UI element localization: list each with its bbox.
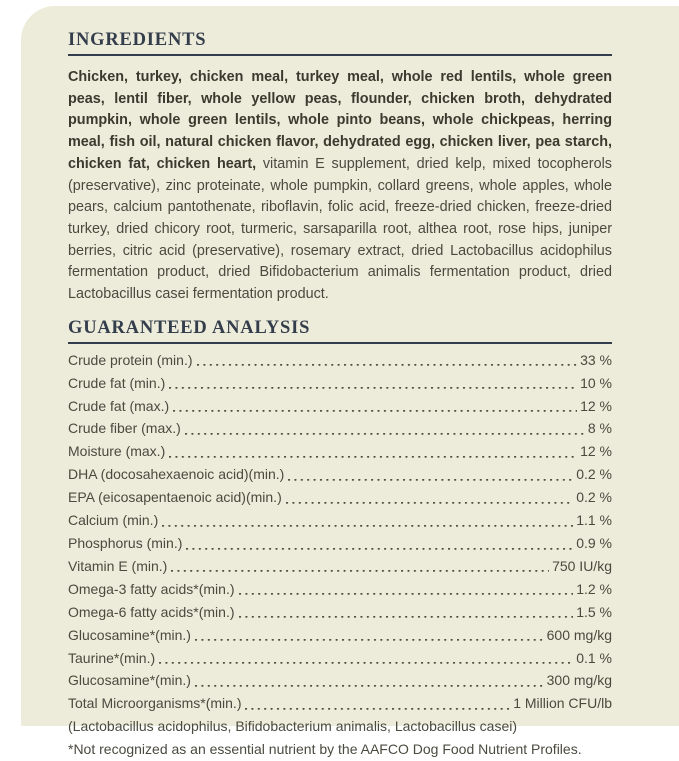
analysis-row-label: Vitamin E (min.) [68,557,168,574]
analysis-row-label: Omega-6 fatty acids*(min.) [68,603,235,620]
analysis-row-label: Crude fat (max.) [68,397,170,414]
analysis-row-value: 8 % [587,420,612,437]
analysis-row-label: Glucosamine*(min.) [68,626,191,643]
analysis-row [68,509,612,532]
analysis-row-value: 10 % [580,374,612,391]
ingredients-primary-list: Chicken, turkey, chicken meal, turkey meal, whole red lentils, whole green peas, lentil fiber, whole yellow peas, flounder, chicken broth, dehydrated pumpkin, whole green lentils, whole pinto beans, whole chickpeas, herring meal, fish oil, natural chicken flavor, dehydrated egg, chicken liver, pea starch, chicken fat, chicken heart, [68,69,612,172]
analysis-row [68,601,612,624]
analysis-row-value: 12 % [580,397,612,414]
analysis-row-value: 1.1 % [576,512,612,529]
ingredients-heading-rule [68,54,612,56]
dot-leader [195,634,544,642]
ingredients-text [68,67,612,306]
microorganisms-note: (Lactobacillus acidophilus, Bifidobacterium animalis, Lactobacillus casei) [68,718,517,735]
analysis-row [68,395,612,418]
analysis-row [68,555,612,578]
analysis-row-label: EPA (eicosapentaenoic acid)(min.) [68,489,282,506]
analysis-row-value: 1.2 % [576,580,612,597]
analysis-table [68,349,612,716]
analysis-row-value: 1.5 % [576,603,612,620]
aafco-footnote: *Not recognized as an essential nutrient by the AAFCO Dog Food Nutrient Profiles. [68,741,582,758]
analysis-row-value: 0.9 % [576,534,612,551]
dot-leader [169,450,577,458]
analysis-row [68,440,612,463]
analysis-row-label: Crude fat (min.) [68,374,166,391]
dot-leader [239,611,574,619]
analysis-row-label: Crude protein (min.) [68,351,193,368]
analysis-row [68,692,612,715]
ingredients-secondary-list: vitamin E supplement, dried kelp, mixed tocopherols (preservative), zinc proteinate, whole pumpkin, collard greens, whole apples, whole pears, calcium pantothenate, riboflavin, folic acid, freeze-dried chicken, freeze-dried turkey, dried chicory root, turmeric, sarsaparilla root, althea root, rose hips, juniper berries, citric acid (preservative), rosemary extract, dried Lactobacillus acidophilus fermentation product, dried Bifidobacterium animalis fermentation product, dried Lactobacillus casei fermentation product. [68,155,612,303]
dot-leader [239,588,574,596]
dot-leader [245,702,510,710]
analysis-row-value: 12 % [580,443,612,460]
analysis-row [68,647,612,670]
dot-leader [197,359,578,367]
dot-leader [169,382,577,390]
ingredients-heading: INGREDIENTS [68,30,207,50]
analysis-row [68,532,612,555]
dot-leader [286,496,573,504]
dot-leader [159,656,573,664]
analysis-row [68,486,612,509]
analysis-row-value: 1 Million CFU/lb [513,695,612,712]
analysis-row [68,463,612,486]
dot-leader [186,542,573,550]
analysis-row [68,669,612,692]
label-card [21,6,679,758]
dot-leader [288,473,573,481]
label-content [68,30,612,761]
analysis-row-value: 600 mg/kg [546,626,612,643]
analysis-row-label: Crude fiber (max.) [68,420,181,437]
dot-leader [195,679,544,687]
dot-leader [162,519,573,527]
guaranteed-analysis-section [68,318,612,761]
analysis-row-label: Taurine*(min.) [68,649,156,666]
analysis-row-value: 33 % [580,351,612,368]
ingredients-section [68,30,612,306]
analysis-row-value: 750 IU/kg [552,557,612,574]
analysis-row-value: 300 mg/kg [546,672,612,689]
dot-leader [171,565,549,573]
analysis-row-label: Total Microorganisms*(min.) [68,695,242,712]
analysis-row [68,349,612,372]
dot-leader [185,427,585,435]
guaranteed-analysis-heading-rule [68,342,612,344]
analysis-row-label: Phosphorus (min.) [68,534,183,551]
analysis-row-label: Glucosamine*(min.) [68,672,191,689]
analysis-row-label: Calcium (min.) [68,512,159,529]
analysis-row-value: 0.2 % [576,489,612,506]
dot-leader [173,404,577,412]
analysis-row [68,417,612,440]
analysis-row-label: Moisture (max.) [68,443,166,460]
analysis-row-value: 0.1 % [576,649,612,666]
analysis-row-value: 0.2 % [576,466,612,483]
analysis-row-label: Omega-3 fatty acids*(min.) [68,580,235,597]
analysis-row [68,578,612,601]
analysis-row-label: DHA (docosahexaenoic acid)(min.) [68,466,285,483]
analysis-row [68,372,612,395]
analysis-row [68,624,612,647]
guaranteed-analysis-heading: GUARANTEED ANALYSIS [68,317,311,338]
